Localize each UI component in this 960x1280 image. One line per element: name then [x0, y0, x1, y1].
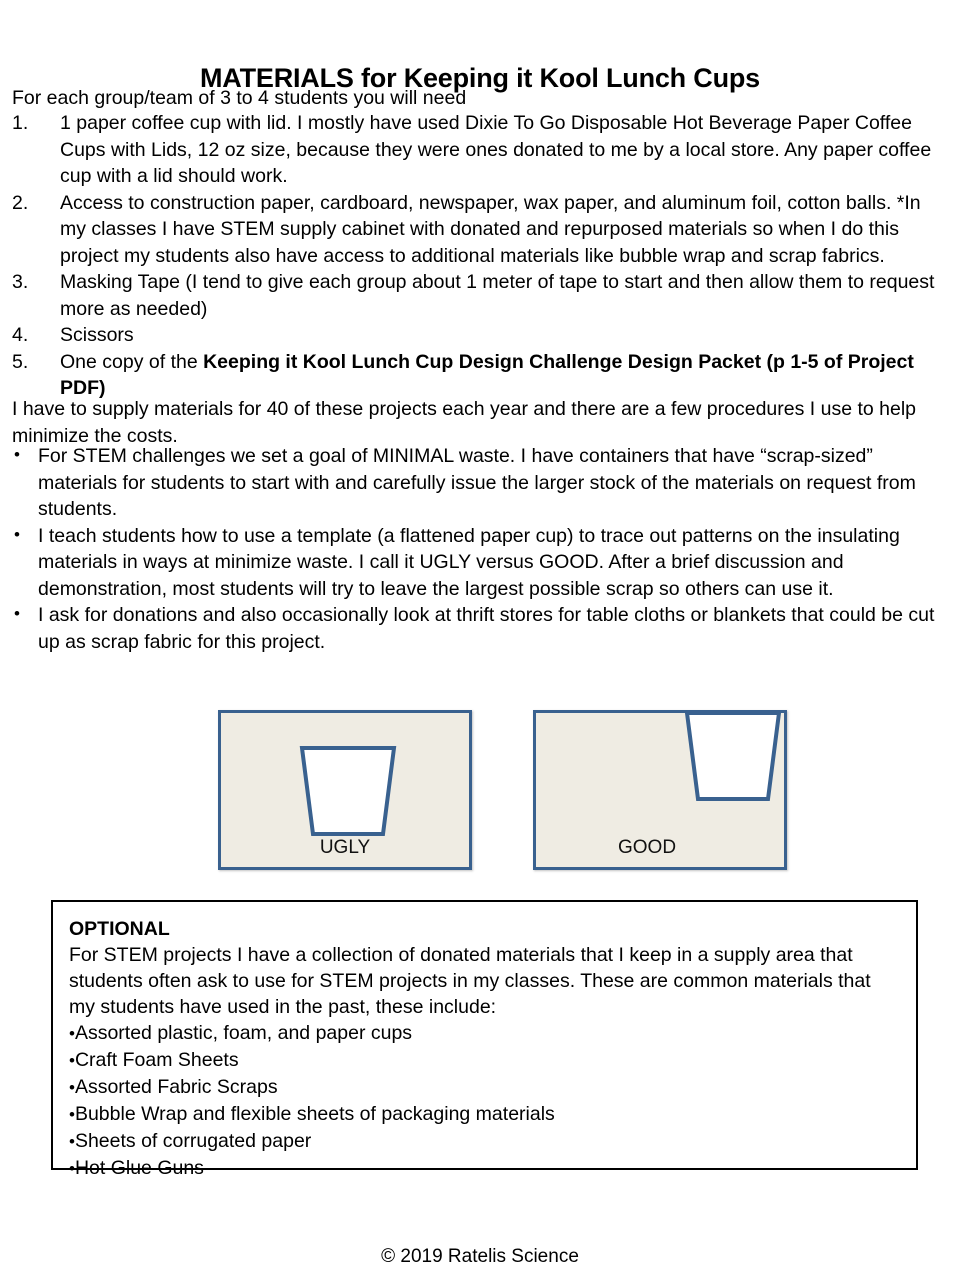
optional-intro-text: For STEM projects I have a collection of donated materials that I keep in a supply area that students often ask to use for STEM projects in my classes. These are common materials that my students have used in the past, these include: — [69, 944, 871, 1018]
intro-line: For each group/team of 3 to 4 students you will need — [12, 87, 467, 109]
list-item-text: Sheets of corrugated paper — [74, 1130, 312, 1152]
optional-items-list — [69, 1020, 900, 1182]
bullet-icon: • — [69, 1105, 75, 1124]
list-item — [12, 322, 952, 349]
box-label: GOOD — [618, 837, 677, 858]
copyright-footer: © 2019 Ratelis Science — [381, 1246, 579, 1267]
list-item — [12, 349, 952, 402]
bullet-icon: • — [14, 445, 20, 464]
bullet-icon: • — [69, 1159, 75, 1178]
bullet-icon: • — [69, 1051, 75, 1070]
materials-list — [12, 110, 952, 402]
list-item — [12, 190, 952, 270]
ugly-good-diagram — [0, 700, 960, 880]
list-item — [69, 1074, 900, 1101]
bullet-icon: • — [14, 604, 20, 623]
list-item — [69, 1047, 900, 1074]
list-item-text: I ask for donations and also occasionally look at thrift stores for table cloths or blankets that could be cut up as scrap fabric for this project. — [38, 604, 935, 653]
list-item — [12, 269, 952, 322]
list-item — [69, 1155, 900, 1182]
paper-cup-template-icon — [289, 745, 407, 837]
list-item-text: Hot Glue Guns — [74, 1157, 204, 1179]
procedures-bullet-list — [12, 443, 952, 655]
list-item-text: I teach students how to use a template (a flattened paper cup) to trace out patterns on the insulating materials in ways at minimize waste. I call it UGLY versus GOOD. After a brief discussion and demonstration, most students will try to leave the largest possible scrap so others can use it. — [38, 524, 900, 600]
list-item — [12, 110, 952, 190]
list-marker: 5. — [12, 350, 29, 373]
good-example-box — [533, 710, 787, 870]
list-item — [12, 523, 952, 603]
list-item-bold-text: Keeping it Kool Lunch Cup Design Challenge Design Packet (p 1-5 of Project PDF) — [60, 350, 914, 399]
list-item — [69, 1101, 900, 1128]
optional-materials-box — [51, 900, 918, 1179]
list-item-text: Assorted plastic, foam, and paper cups — [74, 1022, 413, 1044]
page-title: MATERIALS for Keeping it Kool Lunch Cups — [200, 63, 760, 94]
list-item — [12, 602, 952, 655]
ugly-example-box — [218, 710, 472, 870]
list-item-text: Craft Foam Sheets — [74, 1049, 239, 1071]
list-marker: 3. — [12, 271, 29, 293]
bullet-icon: • — [14, 524, 20, 544]
list-item-text: Scissors — [60, 324, 134, 346]
paper-cup-template-icon — [674, 710, 792, 802]
list-marker: 2. — [12, 191, 29, 214]
list-item-text: Assorted Fabric Scraps — [74, 1076, 278, 1098]
list-marker: 4. — [12, 324, 29, 346]
list-item-text: Access to construction paper, cardboard, newspaper, wax paper, and aluminum foil, cotton balls. *In my classes I have STEM supply cabinet with donated and repurposed materials so when I do this project my students also have access to additional materials like bubble wrap and scrap fabrics. — [60, 191, 921, 267]
list-item-text: Masking Tape (I tend to give each group about 1 meter of tape to start and then allow them to request more as needed) — [60, 271, 935, 320]
list-item-text: 1 paper coffee cup with lid. I mostly have used Dixie To Go Disposable Hot Beverage Paper Coffee Cups with Lids, 12 oz size, because they were ones donated to me by a local store. Any paper coffee cup with a lid should work. — [60, 112, 932, 187]
procedures-paragraph: I have to supply materials for 40 of these projects each year and there are a few procedures I use to help minimize the costs. — [12, 398, 917, 447]
bullet-icon: • — [69, 1078, 75, 1097]
bullet-icon: • — [69, 1024, 75, 1043]
box-label: UGLY — [319, 837, 371, 858]
bullet-icon: • — [69, 1132, 75, 1151]
list-item-text: Bubble Wrap and flexible sheets of packaging materials — [74, 1103, 555, 1125]
list-item — [69, 1128, 900, 1155]
list-item-text: One copy of the Keeping it Kool Lunch Cup Design Challenge Design Packet (p 1-5 of Project PDF) — [60, 350, 914, 399]
list-item-text: For STEM challenges we set a goal of MINIMAL waste. I have containers that have “scrap-sized” materials for students to start with and carefully issue the larger stock of the materials on request from students. — [38, 445, 916, 520]
list-marker: 1. — [12, 112, 29, 134]
list-item — [69, 1020, 900, 1047]
list-item — [12, 443, 952, 523]
optional-heading: OPTIONAL — [69, 918, 170, 940]
